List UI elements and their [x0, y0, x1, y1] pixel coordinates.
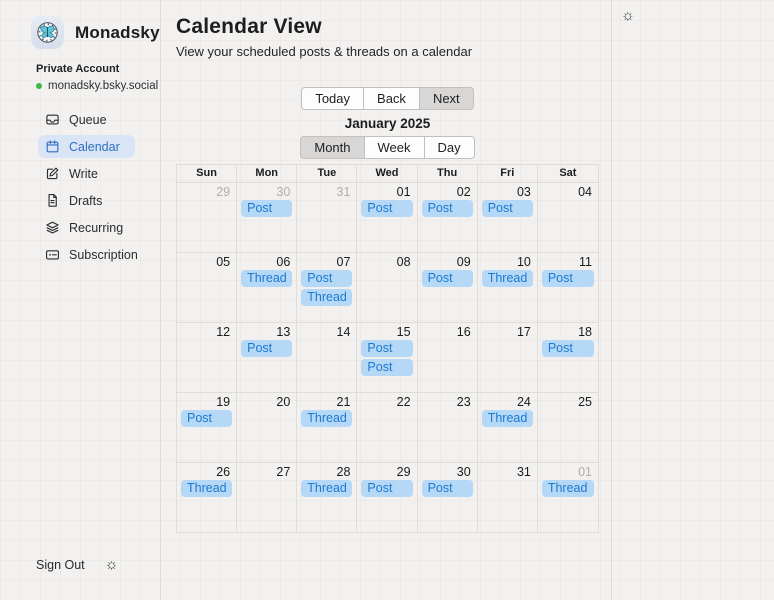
date-number: 04	[578, 185, 592, 199]
account-handle-row	[36, 80, 160, 92]
day-cell[interactable]	[237, 323, 297, 392]
day-cell[interactable]	[237, 393, 297, 462]
main-content	[161, 0, 612, 600]
calendar-toolbar	[176, 87, 599, 159]
day-cell[interactable]	[297, 183, 357, 252]
day-cell[interactable]	[418, 323, 478, 392]
date-number: 01	[396, 185, 411, 199]
sidebar-item-queue[interactable]	[38, 108, 122, 131]
post-event-chip[interactable]: Post	[422, 480, 473, 497]
sidebar-item-drafts[interactable]	[38, 189, 117, 212]
inbox-icon	[45, 112, 60, 127]
sidebar-item-label: Calendar	[69, 139, 120, 154]
day-cell[interactable]	[538, 393, 598, 462]
calendar-icon	[45, 139, 60, 154]
today-button[interactable]: Today	[301, 87, 364, 110]
date-number: 11	[579, 255, 592, 269]
sidebar	[0, 0, 161, 600]
document-icon	[45, 193, 60, 208]
day-cell[interactable]	[357, 183, 417, 252]
sun-icon[interactable]: ☼	[104, 556, 119, 573]
sidebar-item-label: Subscription	[69, 247, 138, 262]
calendar-grid	[176, 164, 599, 533]
date-number: 25	[578, 395, 592, 409]
date-number: 29	[396, 465, 411, 479]
sidebar-item-label: Write	[69, 166, 98, 181]
page-title: Calendar View	[176, 15, 322, 38]
date-number: 27	[276, 465, 291, 479]
date-number: 05	[216, 255, 231, 269]
date-number: 14	[336, 325, 351, 339]
date-number: 30	[276, 185, 291, 199]
view-switch-buttons	[300, 136, 474, 159]
pencil-square-icon	[45, 166, 60, 181]
day-header-row	[177, 165, 598, 182]
day-header-sat: Sat	[559, 167, 577, 179]
day-cell[interactable]	[297, 253, 357, 322]
day-cell[interactable]	[177, 393, 237, 462]
thread-event-chip[interactable]: Thread	[301, 289, 352, 306]
date-number: 31	[516, 465, 531, 479]
post-event-chip[interactable]: Post	[361, 200, 412, 217]
day-cell[interactable]	[237, 253, 297, 322]
next-button[interactable]: Next	[420, 87, 474, 110]
month-label: January 2025	[344, 116, 431, 131]
date-number: 19	[216, 395, 231, 409]
sidebar-item-calendar[interactable]	[38, 135, 135, 158]
date-number: 06	[276, 255, 291, 269]
day-header-thu: Thu	[418, 165, 478, 182]
day-cell[interactable]	[357, 463, 417, 532]
sign-out-button[interactable]: Sign Out	[36, 557, 85, 572]
post-event-chip[interactable]: Post	[181, 410, 232, 427]
butterfly-clock-logo-icon	[31, 16, 64, 49]
sidebar-nav	[38, 108, 160, 266]
date-number: 28	[336, 465, 351, 479]
sun-icon[interactable]: ☼	[621, 7, 635, 24]
day-cell[interactable]	[418, 183, 478, 252]
layers-icon	[45, 220, 60, 235]
date-number: 20	[276, 395, 291, 409]
date-nav-buttons	[301, 87, 473, 110]
post-event-chip[interactable]: Post	[241, 200, 292, 217]
calendar-week-row	[177, 252, 598, 322]
calendar-week-row	[177, 322, 598, 392]
thread-event-chip[interactable]: Thread	[181, 480, 232, 497]
sidebar-item-subscription[interactable]	[38, 243, 153, 266]
day-header-mon: Mon	[237, 165, 297, 182]
post-event-chip[interactable]: Post	[482, 200, 533, 217]
day-cell[interactable]	[177, 463, 237, 532]
post-event-chip[interactable]: Post	[241, 340, 292, 357]
online-status-dot	[36, 83, 42, 89]
page-subtitle: View your scheduled posts & threads on a calendar	[176, 44, 473, 59]
calendar-week-row	[177, 182, 598, 252]
date-number: 17	[516, 325, 531, 339]
date-number: 22	[396, 395, 411, 409]
calendar-week-row	[177, 462, 598, 532]
post-event-chip[interactable]: Post	[542, 340, 594, 357]
day-cell[interactable]	[237, 463, 297, 532]
account-handle: monadsky.bsky.social	[48, 80, 159, 92]
sidebar-item-write[interactable]	[38, 162, 113, 185]
day-cell[interactable]	[297, 393, 357, 462]
day-cell[interactable]	[538, 323, 598, 392]
day-cell[interactable]	[538, 463, 598, 532]
date-number: 01	[578, 465, 592, 479]
back-button[interactable]: Back	[364, 87, 420, 110]
date-number: 24	[516, 395, 531, 409]
day-cell[interactable]	[478, 183, 538, 252]
day-header-tue: Tue	[297, 165, 357, 182]
app-header	[0, 0, 160, 49]
sidebar-item-label: Queue	[69, 112, 107, 127]
thread-event-chip[interactable]: Thread	[241, 270, 292, 287]
post-event-chip[interactable]: Post	[542, 270, 594, 287]
day-cell[interactable]	[177, 183, 237, 252]
thread-event-chip[interactable]: Thread	[301, 410, 352, 427]
view-week-button[interactable]: Week	[365, 136, 425, 159]
day-header-wed: Wed	[357, 165, 417, 182]
date-number: 15	[396, 325, 411, 339]
view-day-button[interactable]: Day	[425, 136, 475, 159]
post-event-chip[interactable]: Post	[422, 200, 473, 217]
post-event-chip[interactable]: Post	[361, 340, 412, 357]
day-cell[interactable]	[357, 393, 417, 462]
day-cell[interactable]	[177, 253, 237, 322]
day-cell[interactable]	[177, 323, 237, 392]
view-month-button[interactable]: Month	[300, 136, 364, 159]
date-number: 12	[216, 325, 231, 339]
day-cell[interactable]	[478, 253, 538, 322]
sidebar-item-recurring[interactable]	[38, 216, 138, 239]
day-header-fri: Fri	[478, 165, 538, 182]
post-event-chip[interactable]: Post	[361, 480, 412, 497]
date-number: 10	[516, 255, 531, 269]
day-cell[interactable]	[538, 253, 598, 322]
date-number: 07	[336, 255, 351, 269]
post-event-chip[interactable]: Post	[422, 270, 473, 287]
date-number: 31	[336, 185, 351, 199]
date-number: 29	[216, 185, 231, 199]
day-cell[interactable]	[357, 323, 417, 392]
credit-card-icon	[45, 247, 60, 262]
calendar-week-row	[177, 392, 598, 462]
date-number: 13	[276, 325, 291, 339]
day-cell[interactable]	[478, 393, 538, 462]
day-cell[interactable]	[418, 463, 478, 532]
date-number: 21	[336, 395, 351, 409]
date-number: 09	[456, 255, 471, 269]
day-cell[interactable]	[237, 183, 297, 252]
date-number: 16	[456, 325, 471, 339]
day-cell[interactable]	[297, 323, 357, 392]
thread-event-chip[interactable]: Thread	[482, 410, 533, 427]
date-number: 03	[516, 185, 531, 199]
day-cell[interactable]	[418, 393, 478, 462]
day-cell[interactable]	[297, 463, 357, 532]
date-number: 08	[396, 255, 411, 269]
account-type-label: Private Account	[36, 63, 120, 75]
date-number: 02	[456, 185, 471, 199]
day-cell[interactable]	[418, 253, 478, 322]
app-title: Monadsky	[75, 22, 160, 42]
date-number: 26	[216, 465, 231, 479]
date-number: 18	[578, 325, 592, 339]
thread-event-chip[interactable]: Thread	[542, 480, 594, 497]
date-number: 30	[456, 465, 471, 479]
post-event-chip[interactable]: Post	[361, 359, 412, 376]
day-cell[interactable]	[538, 183, 598, 252]
day-header-sun: Sun	[177, 165, 237, 182]
day-cell[interactable]	[357, 253, 417, 322]
post-event-chip[interactable]: Post	[301, 270, 352, 287]
thread-event-chip[interactable]: Thread	[482, 270, 533, 287]
date-number: 23	[456, 395, 471, 409]
thread-event-chip[interactable]: Thread	[301, 480, 352, 497]
sidebar-item-label: Drafts	[69, 193, 103, 208]
sidebar-item-label: Recurring	[69, 220, 124, 235]
right-panel	[612, 0, 774, 600]
day-cell[interactable]	[478, 323, 538, 392]
day-cell[interactable]	[478, 463, 538, 532]
